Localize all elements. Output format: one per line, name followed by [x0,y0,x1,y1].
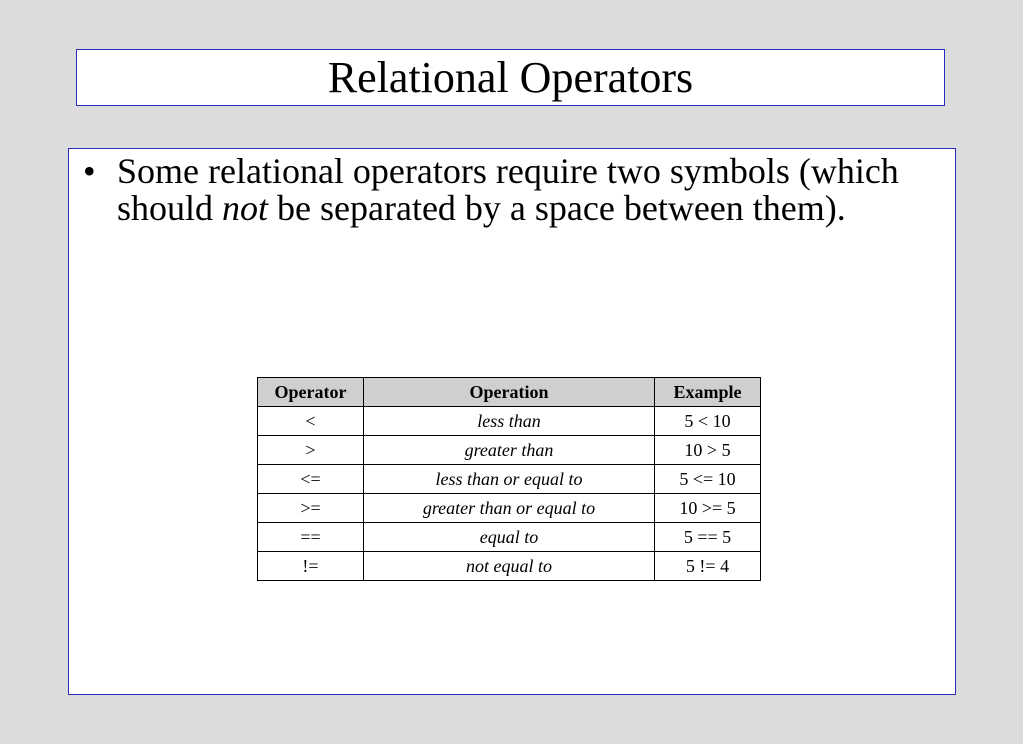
bullet-text-before: Some relational operators require two symbols (which should [117,151,899,228]
table-row [258,552,761,581]
table-row [258,465,761,494]
cell-operator: >= [258,494,364,523]
bullet-icon: • [83,151,96,191]
header-operator: Operator [258,378,364,407]
cell-example: 5 == 5 [655,523,761,552]
header-example: Example [655,378,761,407]
cell-example: 5 < 10 [655,407,761,436]
cell-example: 10 > 5 [655,436,761,465]
header-operation: Operation [364,378,655,407]
cell-operator: < [258,407,364,436]
cell-operation: equal to [364,523,655,552]
cell-operation: greater than [364,436,655,465]
table-header-row [258,378,761,407]
operators-table [257,377,761,581]
cell-operator: <= [258,465,364,494]
table-row [258,494,761,523]
content-panel [68,148,956,695]
cell-operation: less than or equal to [364,465,655,494]
cell-operation: less than [364,407,655,436]
cell-operator: > [258,436,364,465]
bullet-point [83,153,933,227]
bullet-text-emphasis: not [222,188,269,228]
cell-example: 5 <= 10 [655,465,761,494]
cell-example: 10 >= 5 [655,494,761,523]
cell-operation: not equal to [364,552,655,581]
slide-title: Relational Operators [327,52,694,102]
table-row [258,523,761,552]
cell-operation: greater than or equal to [364,494,655,523]
table-row [258,407,761,436]
cell-operator: != [258,552,364,581]
bullet-text-after: be separated by a space between them). [268,188,846,228]
cell-example: 5 != 4 [655,552,761,581]
title-panel [76,49,945,106]
table-row [258,436,761,465]
cell-operator: == [258,523,364,552]
bullet-text [117,153,933,227]
